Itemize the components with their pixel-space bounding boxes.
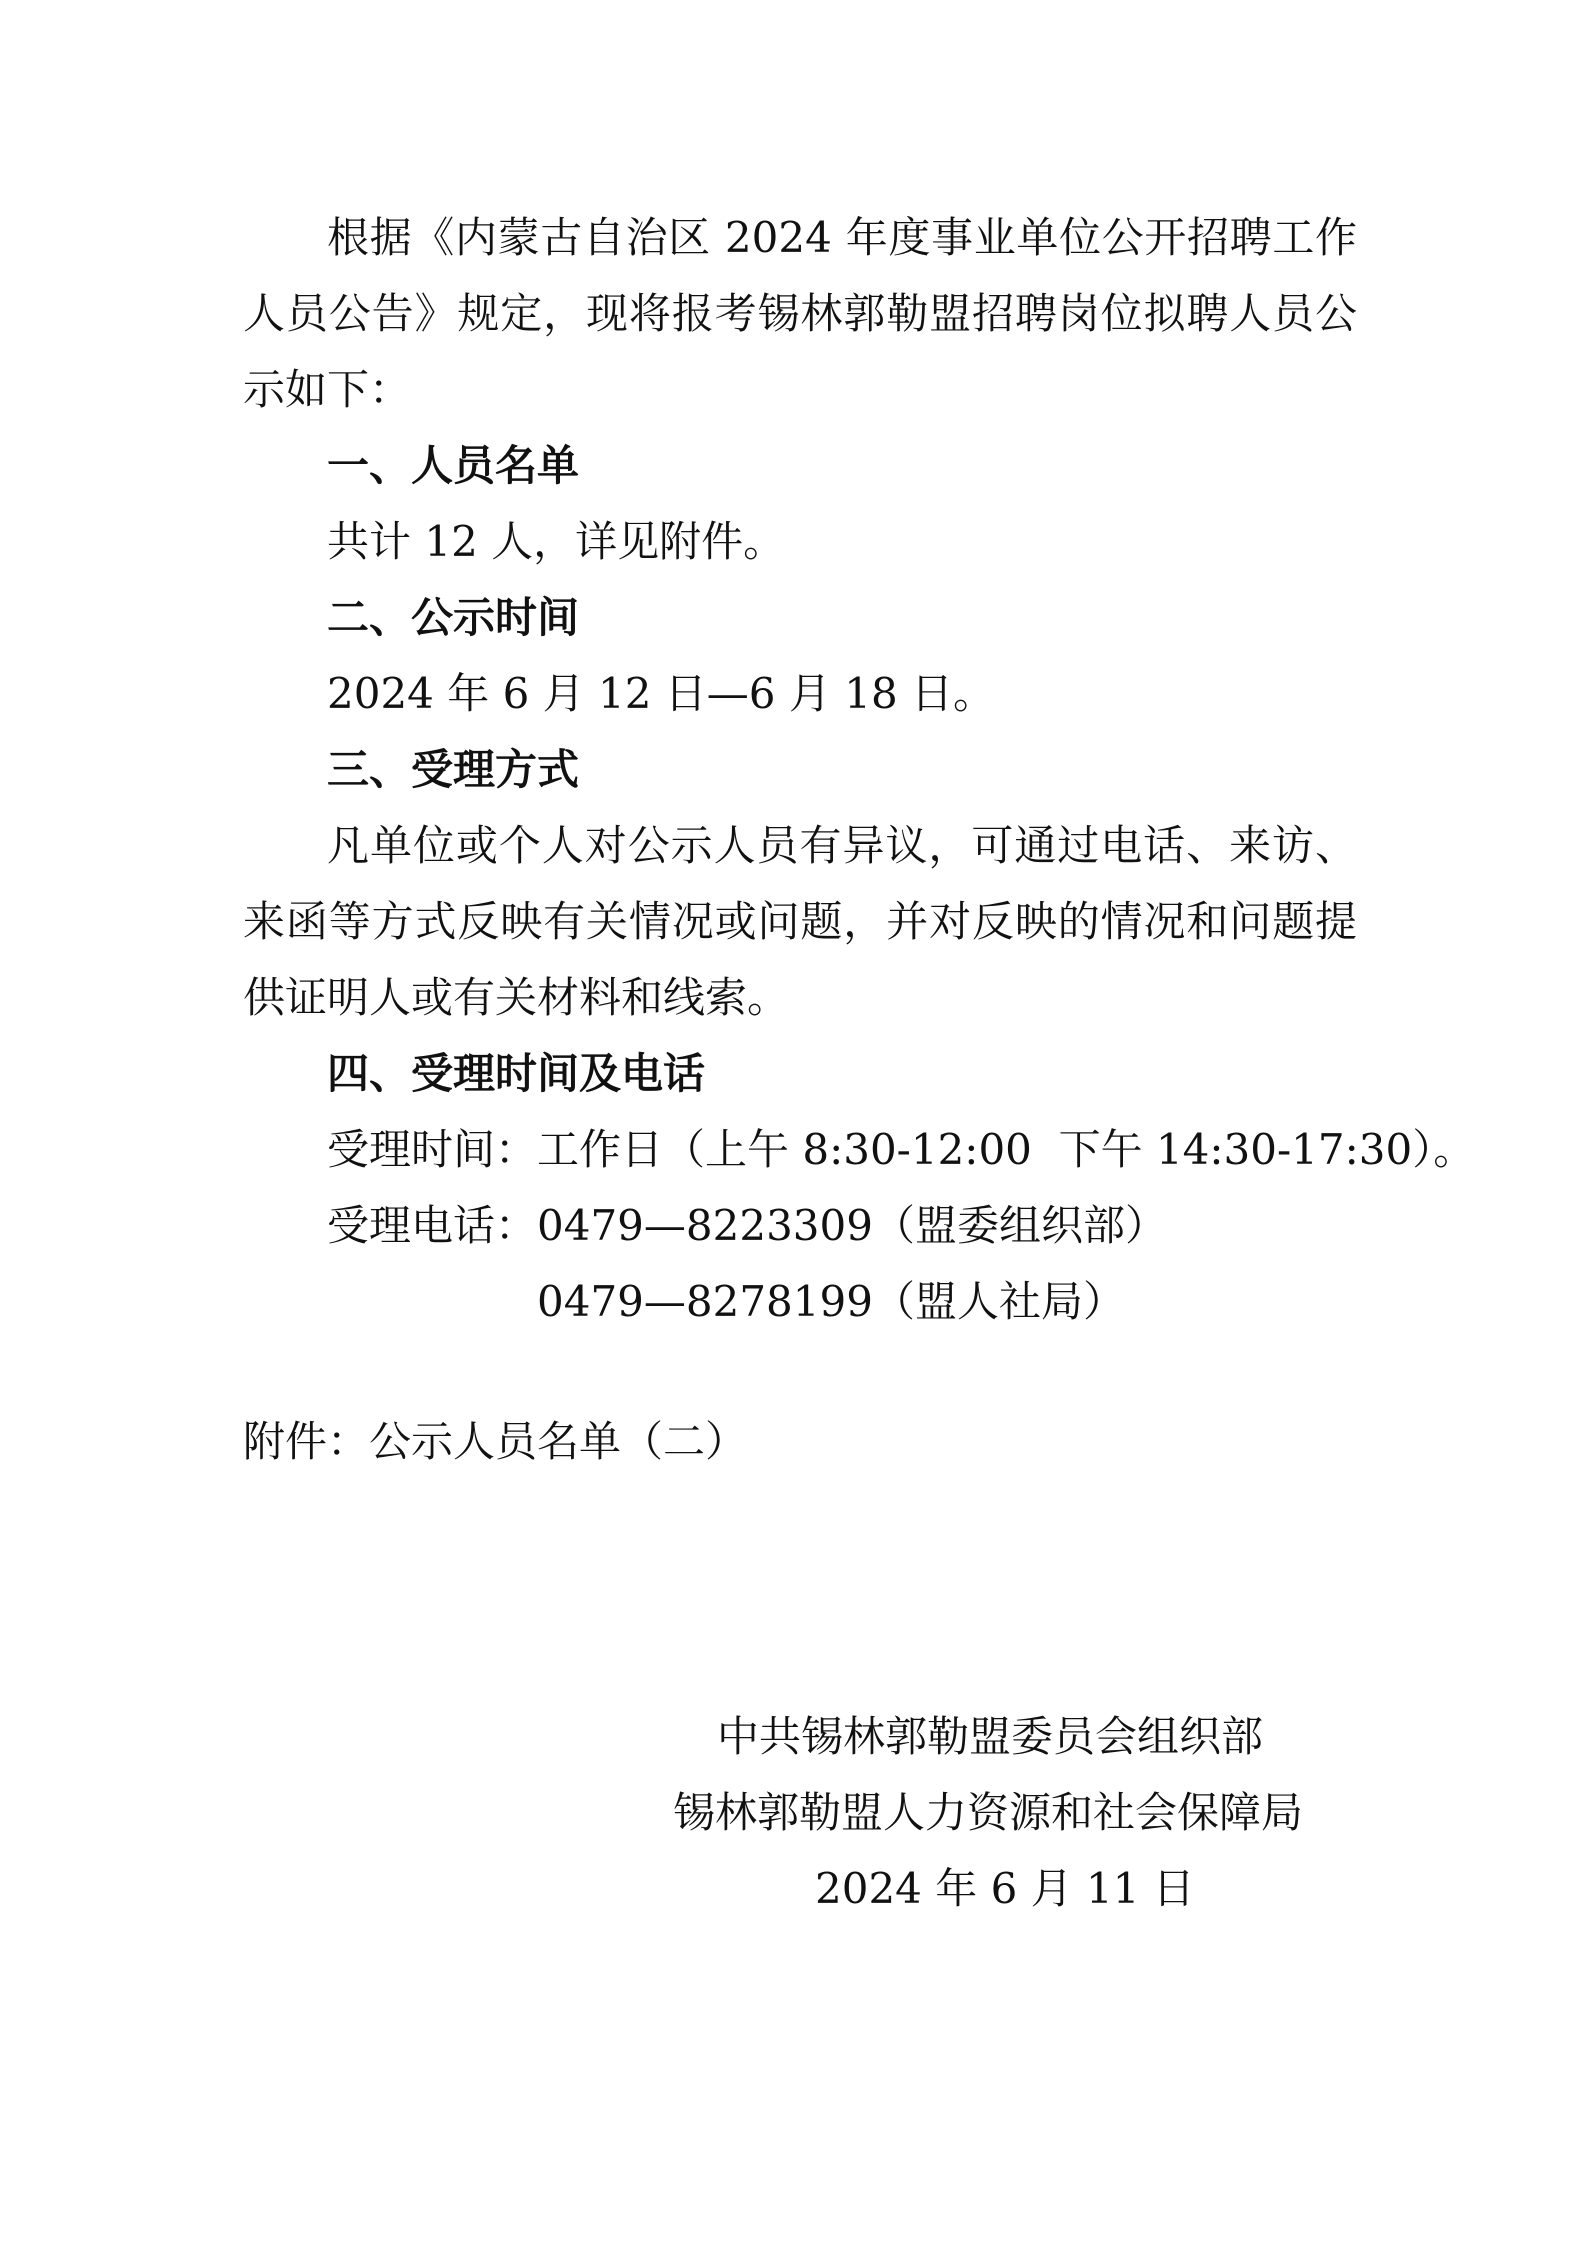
phone-number-organization-dept: 0479—8223309（盟委组织部） <box>537 1201 1167 1250</box>
acceptance-method-line-3: 供证明人或有关材料和线索。 <box>243 973 790 1022</box>
section-heading-personnel-list: 一、人员名单 <box>327 441 580 490</box>
personnel-count-text: 共计 12 人，详见附件。 <box>327 517 786 566</box>
phone-number-hr-bureau: 0479—8278199（盟人社局） <box>537 1277 1125 1326</box>
phone-label: 受理电话： <box>327 1201 538 1250</box>
intro-line-2: 人员公告》规定，现将报考锡林郭勒盟招聘岗位拟聘人员公 <box>243 289 1357 338</box>
section-heading-acceptance-method: 三、受理方式 <box>327 745 580 794</box>
section-heading-publicity-period: 二、公示时间 <box>327 593 580 642</box>
acceptance-method-line-2: 来函等方式反映有关情况或问题，并对反映的情况和问题提 <box>243 897 1357 946</box>
attachment-note: 附件：公示人员名单（二） <box>243 1417 748 1466</box>
intro-line-3: 示如下： <box>243 365 412 414</box>
acceptance-method-line-1: 凡单位或个人对公示人员有异议，可通过电话、来访、 <box>327 821 1357 870</box>
signature-date: 2024 年 6 月 11 日 <box>815 1864 1195 1913</box>
acceptance-phone-row <box>327 1196 1167 1256</box>
acceptance-hours-text: 受理时间：工作日（上午 8:30-12:00 下午 14:30-17:30）。 <box>327 1125 1476 1174</box>
signature-org-organization-dept: 中共锡林郭勒盟委员会组织部 <box>717 1712 1264 1761</box>
publicity-period-text: 2024 年 6 月 12 日—6 月 18 日。 <box>327 669 996 718</box>
signature-org-hr-bureau: 锡林郭勒盟人力资源和社会保障局 <box>673 1788 1304 1837</box>
section-heading-acceptance-time-phone: 四、受理时间及电话 <box>327 1049 706 1098</box>
intro-line-1: 根据《内蒙古自治区 2024 年度事业单位公开招聘工作 <box>327 213 1357 262</box>
